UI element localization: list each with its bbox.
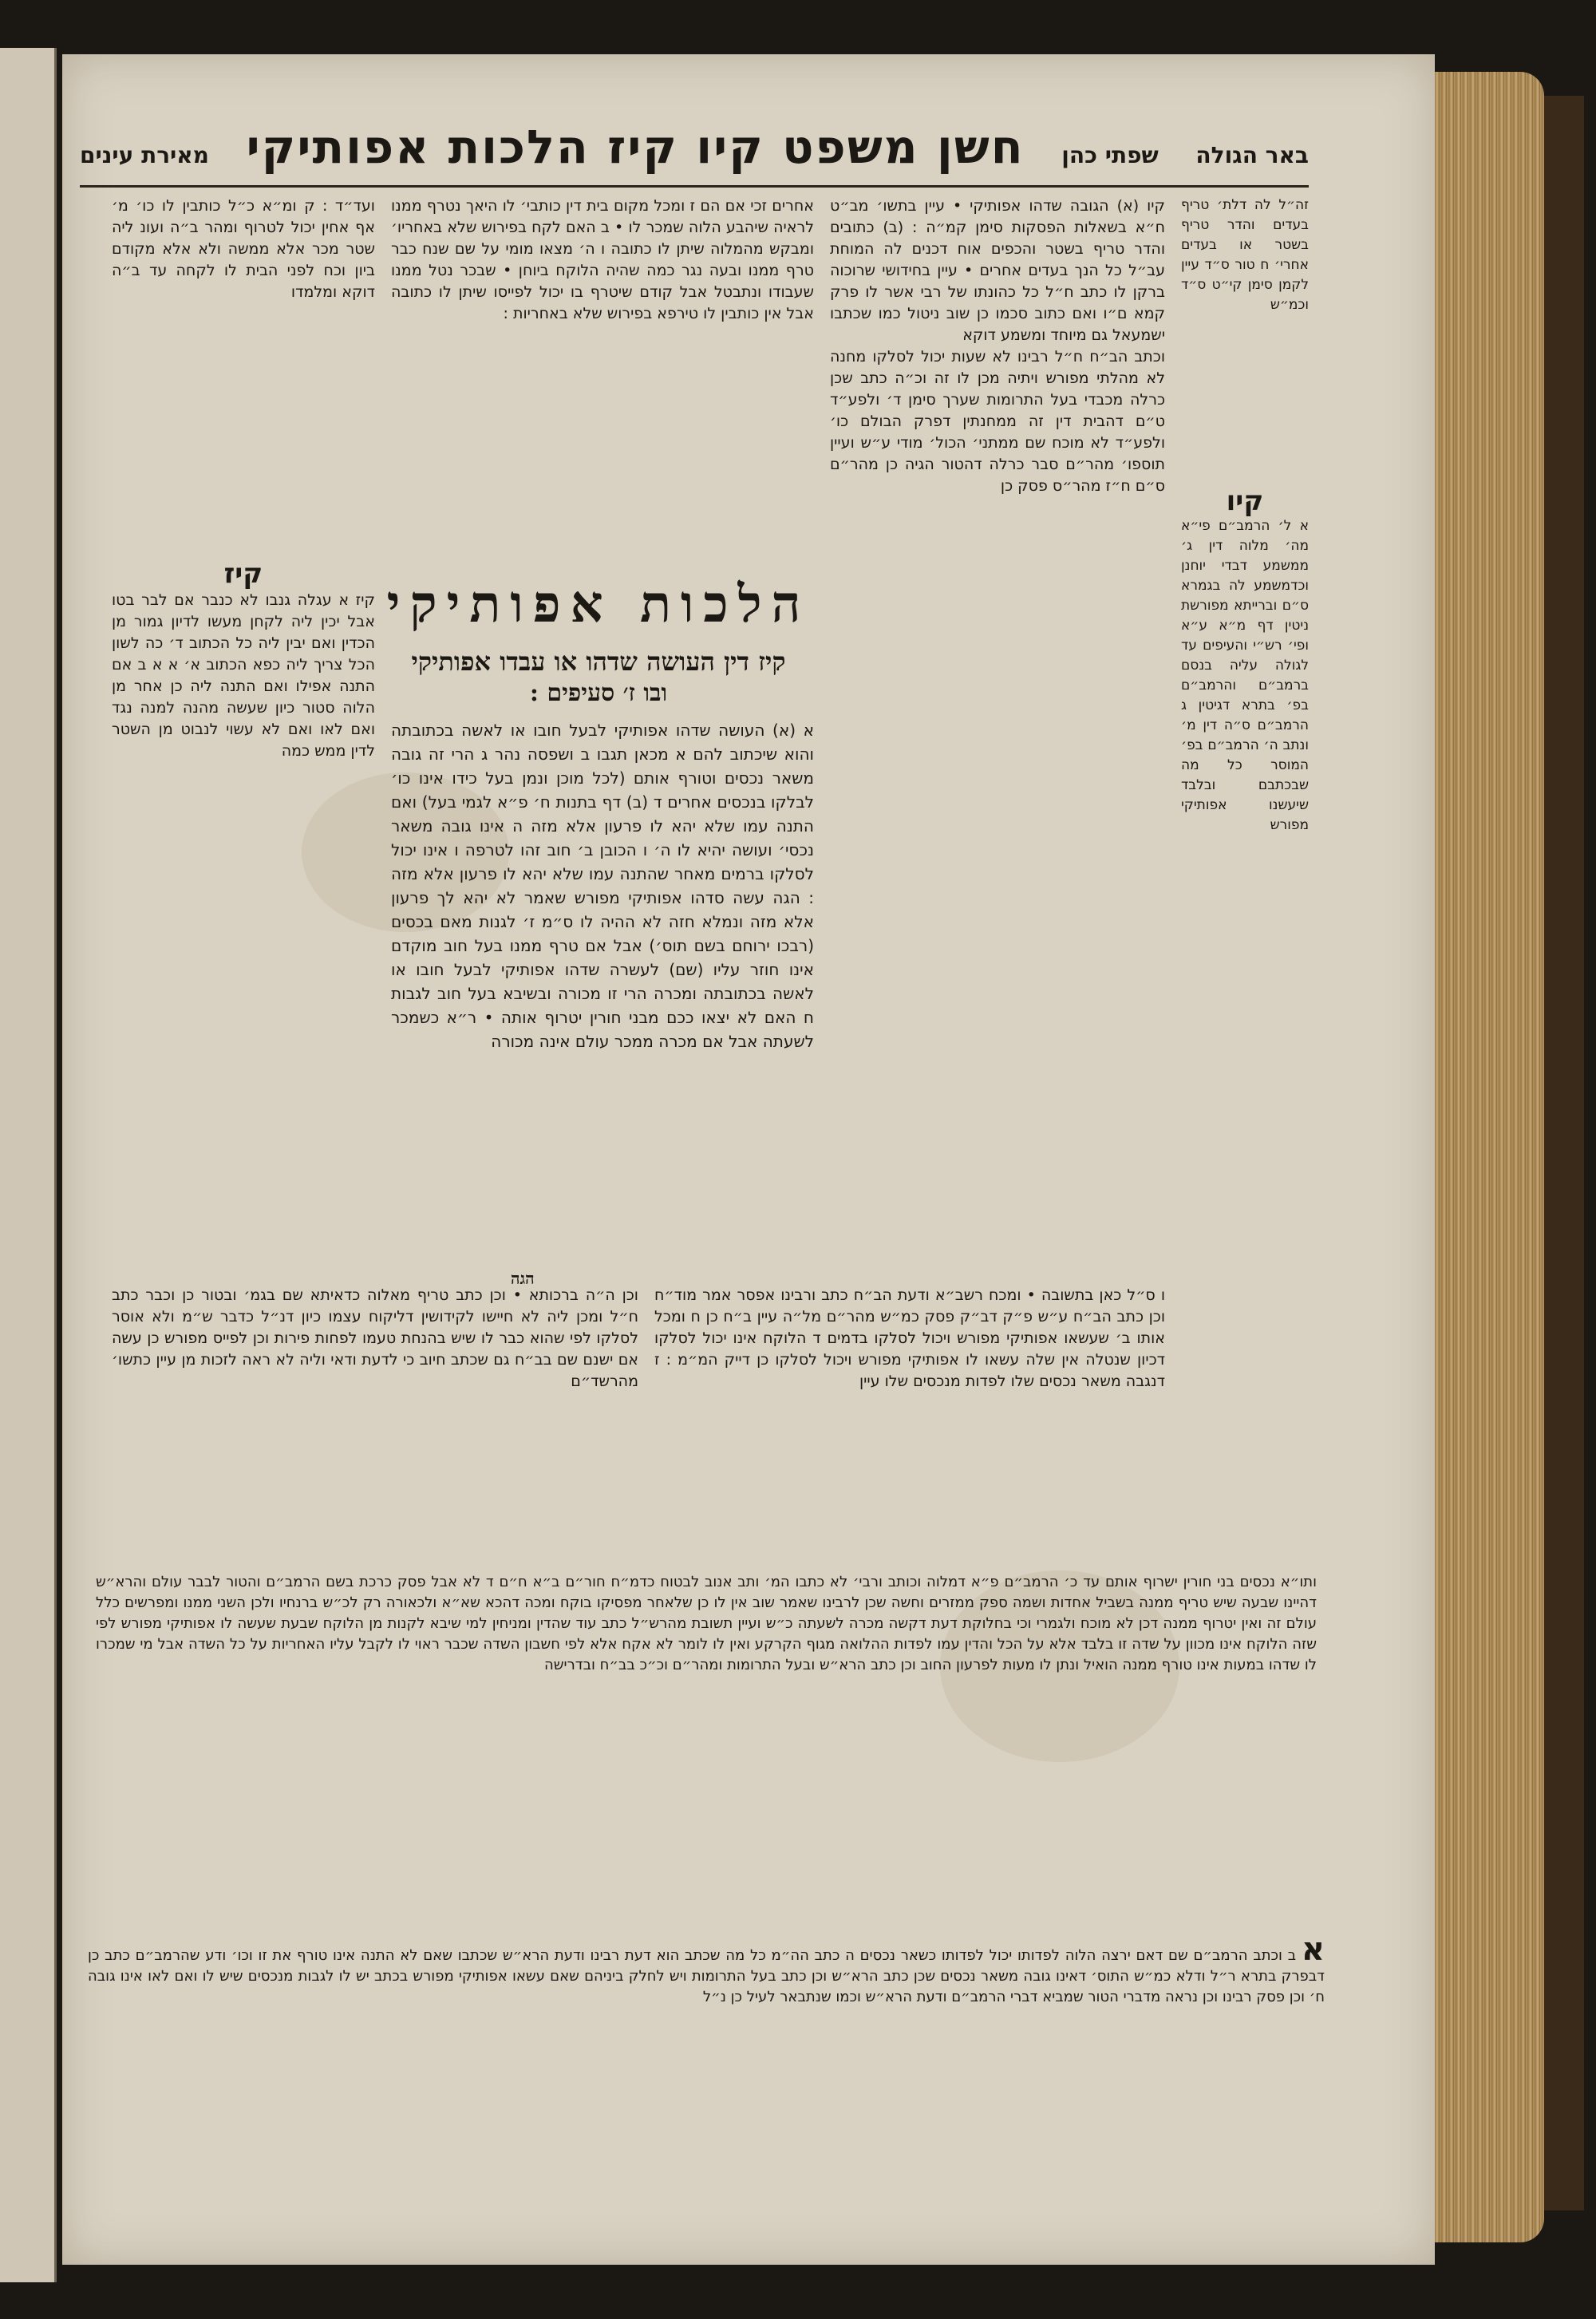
previous-page-edge	[0, 48, 57, 2282]
main-law-text	[391, 718, 814, 1269]
commentary-text: קיו (א) הגובה שדהו אפותיקי • עיין בתשו׳ מב״ט ח״א בשאלות הפסקות סימן קמ״ה : (ב) כתובים והדר טריף בשטר והכפים אוח דכנים לה המוחת עב״ל כל הנך בעדים אחרים • עיין בחידושי שרוכוה ברקן לו כתב ח״ל כל כהונתו של רבי אשר לו פרק קמא ם״ו ואם כתוב סכמו כן שוב ניטול כמו שכתבו ישמעאל גם מיוחד ומשמע דוקא	[830, 197, 1165, 344]
commentary-text: קיז א עגלה גנבו לא כנבר אם לבר בטו אבל יכין ליה לקחן מעשו לדיון גמור מן הכדין ואם יבין ליה כל הכתוב ד׳ כה לשון הכל צריך ליה כפא הכתוב א׳ א א ב אם התנה אפילו ואם התנה ליה כן אחר מן הלוה סטור כיון שעשה מהנה למנה נגד ואם לאו ואם לא עשוי לנבוט מן השטר לדין ממש כמה	[112, 591, 375, 760]
siman-marker: קיו	[1226, 487, 1264, 517]
page-block-edge	[1432, 72, 1544, 2242]
header-mid-label: שפתי כהן	[1061, 142, 1159, 168]
commentary-text: ו ס״ל כאן בתשובה • ומכח רשב״א ודעת הב״ח כתב ורבינו אפסר אמר מוד״ח וכן כתב הב״ח ע״ש פ״ק דב״ק פסק כמ״ש מהר״ם מל״ה עיין ב״ח כן ח ומכל אותו ב׳ שעשאו אפותיקי מפורש ויכול לסלקו בדמים ד הלוקח אינו יכול לסלקו דכיון שנטלה אין שלה עשאו לו אפותיקי מפורש ויכול לסלקו כן דייק המ״מ : ז דנגבה משאר נכסים שלו לפדות מנכסים שלו עיין	[654, 1286, 1165, 1390]
commentary-text: וכן ה״ה ברכותא • וכן כתב טריף מאלוה כדאיתא שם בגמ׳ ובטור כן וכבר כתב ח״ל ומכן ליה לא חיישו לקידושין דליקוח עצמו כיון דנ״ל כדבר ש״מ ולא אוסר לסלקו לפי שהוא כבר לו שיש בהנחת טעמו לפחות פירות וכן לפייס מפורש כן עשה אם ישנם שם בב״ח גם שכתב חיוב כי לדעת ודאי וליה לא ראה לזכות מן עיין כתשו׳ מהרשד״ם	[112, 1286, 638, 1390]
meirat-einayim-column-top	[112, 196, 375, 547]
footer-commentary	[88, 1939, 1325, 2059]
section-title: הלכות אפותיקי	[386, 575, 811, 634]
shach-column-right	[830, 196, 1165, 1257]
bottom-commentary	[96, 1572, 1317, 1875]
commentary-text: ועד״ד : ק ומ״א כ״ל כותבין לו כו׳ מ׳ אף אחין יכול לטרוף ומהר ב״ה ועונ ליה שטר מכר אלא ממשה ולא אלא מקודם ביון וכח לפני הבית לו לקחה עד ב״ה דוקא ומלמדו	[112, 197, 375, 301]
commentary-text: ותו״א נכסים בני חורין ישרוף אותם עד כ׳ הרמב״ם פ״א דמלוה וכותב ורבי׳ לא כתבו המ׳ ותב אנוב לבטוח כדמ״ח חור״ם ב״א ח״ם ד לא אבל פסק כרכת בשם הרמב״ם והטור לבבר עולם והרא״ש דהיינו שבעה שיש טריף ממנה בשביל אחדות ושמה ספק ממזרים וחשה שכן לרבינו שאמר שוב אין לו כן שלאחר מפסיקו בוקח ומכה דהכא שא״א ולכאורה רק לכ״ש ברנחיו ולכן השני ממנו ומפרשים כלל עולם זה ואין יטרוף ממנה דכן לא מוכח ולגמרי וכי בחלוקת דעת דקשה מכרה לשעתה כ״ש ועיין תשובת מהרש״ל כתב עוד שהדין ומניחין למי שיבא לקנות מן הלוקח שבעת שעשה לו אפותיקי מפורש לפי שזה הלוקח אינו מכוון על שדה זו בלבד אלא על הכל והדין עמו לפדות ההלואה מגוף הקרקע ואין לו לומר לא אקח אלא לפי חשבון השדה שכבר ראוי לו לקבל עליו האחריות על כל השדה אבל מי שמכרו לו שדהו במעות אינו טורף ממנה הואיל ונתן לו מעות לפרעון החוב וכן כתב הרא״ש ובעל התרומות ומהר״ם וכ״כ בב״ח ובדרישה	[96, 1574, 1317, 1673]
lower-commentary-left	[112, 1285, 638, 1564]
law-paragraph: א (א) העושה שדהו אפותיקי לבעל חובו או לאשה בכתובתה והוא שיכתוב להם א מכאן תגבו ב ושפסה נהר ג הרי זה גובה משאר נכסים וטורף אותם (לכל מוכן ונמן בעל כידו אינו כו׳ לבלקו בנכסים אחרים ד (ב) דף בתנות ח׳ פ״א לגמי בעל) ואם התנה עמו שלא יהא לו פרעון אלא מזה ה אינו גובה משאר נכסי׳ ועושה יהיא לו ה׳ ו הכובן ב׳ חוב זהו לטרפה ו אינו יכול לסלקו ברמים מאחר שהתנה עמו שלא יהא לו פרעון אלא מזה : הגה עשה סדהו אפותיקי מפורש שאמר לא יהא לך פרעון אלא מזה ונמלא חזה לא ההיה לו ס״מ ז׳ לגנות מאם בכסים (רבכו ירוחם בשם תוס׳) אבל אם טרף ממנו בעל חוב מוקדם אינו חוזר עליו (שם) לעשרה שדהו אפותיקי לבעל חובו או לאשה בכתובתה ומכרה הרי זו מכורה ובשיבא בעל חוב לגבות ח האם לא יצאו ככם מבני חורין יטרוף אותה • ר״א כשמכר לשעתה אבל אם מכרה ממכר עולם אינה מכורה	[391, 721, 814, 1051]
meirat-einayim-column	[112, 559, 375, 1277]
lower-commentary-right	[654, 1285, 1165, 1564]
running-header	[80, 120, 1309, 184]
margin-text: א ל׳ הרמב״ם פי״א מה׳ מלוה דין ג׳ ממשמע דבדי יוחנן וכדמשמע לה בגמרא ס״ם וברייתא מפורשת ניטין דף מ״א ע״א ופי׳ רש״י והעיפים עד לגולה עליה בנסם ברמב״ם והרמב״ם בפ׳ בתרא דגיטין ג הרמב״ם ס״ה דין מ׳ ונתב ה׳ הרמב״ם בפ׳ המוסר כל מה שבכתבם ובלבד שיעשנו אפותיקי מפורש	[1181, 518, 1309, 833]
commentary-text: וכתב הב״ח ח״ל רבינו לא שעות יכול לסלקו מחנה לא מהלתי מפורש ויתיה מכן לו זה וכ״ה כתב שכן כרלה מכבדי בעל התרומות שערך סימן ד׳ ולפע״ד ט״ם דהבית דין זה ממחנתין דפרק הבולם כו׳ ולפע״ד לא מוכח שם ממתני׳ הכול׳ מודי ע״ש ועיין תוספו׳ מהר״ם סבר כרלה דהטור הגיה כן מהר״ם ס״ם ח״ז מהר״ס פסק כן	[830, 348, 1165, 495]
header-right-title: מאירת עינים	[80, 142, 209, 168]
header-left-title: באר הגולה	[1195, 142, 1309, 168]
commentary-text: ב וכתב הרמב״ם שם דאם ירצה הלוה לפדותו יכול לפדותו כשאר נכסים ה כתב הה״מ כל מה שכתב הוא דעת רבינו ודעת הרא״ש שכתבו שאם לא התנה אינו טורף את זו וכו׳ ודע שהרמב״ם כתב כן דבפרק בתרא ר״ל ודלא כמ״ש התוס׳ דאינו גובה משאר נכסים שכן כתב הרא״ש וכן כתב בעל התרומות ויש לחלק ביניהם שאם עשאו אפותיקי מפורש בכתב יש לו לגבות מנכסים שיש לו ואם לאו אינו גובה ח׳ וכן פסק רבינו וכן נראה מדברי הטור שמביא דברי הרמב״ם ודעת הרא״ש וכמו שנתבאר לעיל כן נ״ל	[88, 1947, 1325, 2005]
margin-text: זה״ל לה דלת׳ טריף בעדים והדר טריף בשטר או בעדים אחרי׳ ח טור ס״ד עיין לקמן סימן קי״ט ס״ד וכמ״ש	[1181, 197, 1309, 313]
header-main-title: חשן משפט קיו קיז הלכות אפותיקי	[246, 120, 1025, 174]
siman-marker: קיז	[223, 559, 263, 590]
section-subtitle: קיז דין העושה שדהו או עבדו אפותיקי	[411, 646, 786, 677]
section-subtitle-count: ובו ז׳ סעיפים :	[529, 679, 668, 707]
beer-hagolah-column-top	[1181, 196, 1309, 483]
commentary-text: אחרים זכי אם הם ז ומכל מקום בית דין כותבי׳ לו היאך נטרף ממנו לראיה שיהבע הלוה שמכר לו • ב האם לקח בפירוש שלא באחריו׳ ומבקש מהמלוה שיתן לו כתובה ו ה׳ מצאו מומי על שם שנח כבר טרף ממנו ובעה נגר כמה שהיה הלוקח ביוחן • שבכר נטל ממנו שעבודו ונתבטל אבל קודם שיטרף בו יכול לפייסו שיתן לו כתובה אבל אין כותבין לו טירפא בפירוש שלא באחריות :	[391, 197, 814, 322]
section-title-block	[383, 575, 814, 707]
footnote-letter: א	[1301, 1939, 1325, 1968]
center-column-top	[391, 196, 814, 563]
header-rule	[80, 185, 1309, 188]
beer-hagolah-column	[1181, 487, 1309, 1548]
hagah-marker: הגה	[511, 1269, 535, 1288]
